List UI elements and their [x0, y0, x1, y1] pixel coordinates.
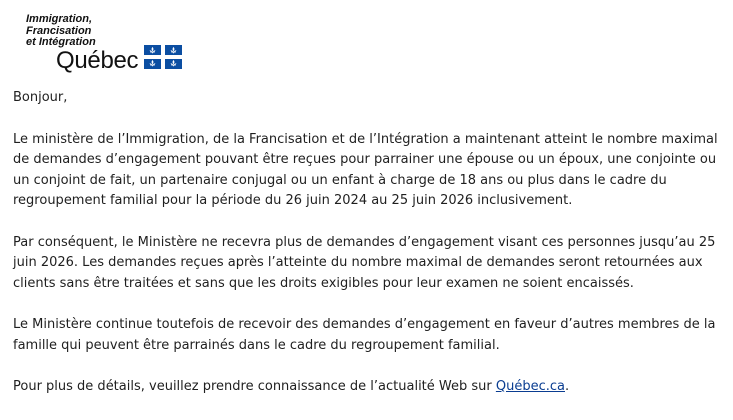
paragraph-limit-reached: Le ministère de l’Immigration, de la Francisation et de l’Intégration a maintenant atteint le nombre maximal de demandes d’engagement pouvant être reçues pour parrainer une épouse ou un époux, une conjointe ou un conjoint de fait, un partenaire conjugal ou un enfant à charge de 18 ans ou plus dans le cadre du regroupement familial pour la période du 26 juin 2024 au 25 juin 2026 inclusivement. [13, 131, 718, 208]
ministry-name [26, 14, 96, 49]
ministry-name-line-3: et Intégration [26, 36, 96, 48]
email-body [13, 88, 723, 419]
quebec-wordmark: Québec [56, 47, 139, 74]
paragraph-other-members: Le Ministère continue toutefois de recevoir des demandes d’engagement en faveur d’autres membres de la famille qui peuvent être parrainés dans le cadre du regroupement familial. [13, 317, 716, 353]
quebec-ca-link[interactable]: Québec.ca [495, 379, 565, 394]
greeting: Bonjour, [13, 90, 68, 105]
ministry-name-line-1: Immigration, [26, 13, 93, 25]
paragraph-more-details [13, 377, 723, 398]
more-details-text: Pour plus de détails, veuillez prendre connaissance de l’actualité Web sur [13, 379, 496, 394]
quebec-government-logo [26, 13, 186, 74]
more-details-period: . [565, 379, 570, 394]
ministry-name-line-2: Francisation [26, 24, 92, 37]
paragraph-consequence: Par conséquent, le Ministère ne recevra plus de demandes d’engagement visant ces personnes jusqu’au 25 juin 2026. Les demandes reçues après l’atteinte du nombre maximal de demandes seront retournées aux clients sans être traitées et sans que les droits exigibles pour leur examen ne soient encaissés. [13, 234, 716, 291]
quebec-fleurdelise-flag-icon [144, 45, 182, 69]
